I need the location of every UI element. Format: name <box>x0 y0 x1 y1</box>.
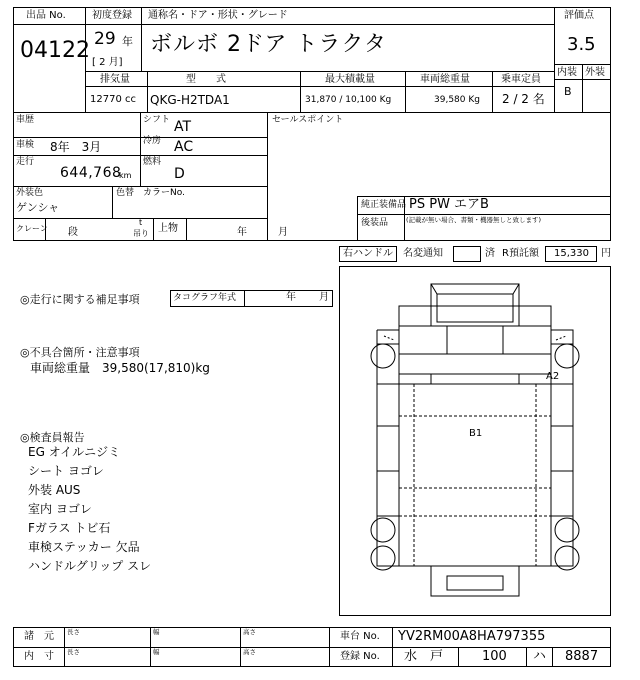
divider <box>85 86 554 87</box>
capacity-label: 乗車定員 <box>501 74 541 85</box>
divider <box>64 627 65 667</box>
cab-body <box>399 306 551 374</box>
plate-kana: ハ <box>533 649 547 664</box>
first-reg-year: 29 <box>94 29 116 49</box>
model-name-label: 通称名・ドア・形状・グレード <box>148 10 288 21</box>
inspector-title: ◎検査員報告 <box>20 431 85 444</box>
interior-size-label: 内 寸 <box>24 651 54 662</box>
defects-text: 車両総重量 39,580(17,810)kg <box>30 361 210 375</box>
divider <box>13 24 85 25</box>
crane-stage: 段 <box>68 227 78 238</box>
divider <box>244 290 245 307</box>
score: 3.5 <box>567 34 596 55</box>
tachograph-month: 月 <box>319 292 329 303</box>
divider <box>458 647 459 667</box>
aftermarket-note: (記載が無い場合、書類・機器無しと致します) <box>406 216 542 224</box>
color-no-label: 色替 <box>116 188 135 198</box>
gross-weight-label: 車両総重量 <box>420 74 470 85</box>
recycle-prefix: 済 <box>485 248 495 259</box>
fuel-label: 燃料 <box>143 157 162 167</box>
mileage-unit: km <box>119 171 132 180</box>
defects-title: ◎不具合箇所・注意事項 <box>20 346 140 359</box>
inspector-item: 室内 ヨゴレ <box>28 502 92 516</box>
max-load: 31,870 / 10,100 Kg <box>305 95 392 105</box>
lot-label: 出品 No. <box>26 10 66 21</box>
divider <box>392 627 393 667</box>
capacity: 2 / 2 名 <box>502 92 545 106</box>
height-label: 高さ <box>243 628 256 636</box>
divider <box>153 218 154 241</box>
inspection-label: 車検 <box>16 140 35 150</box>
displacement-label: 排気量 <box>100 74 130 85</box>
model-code: QKG-H2TDA1 <box>150 93 230 107</box>
aftermarket-label: 後装品 <box>361 218 389 228</box>
divider <box>13 137 267 138</box>
divider <box>112 186 113 218</box>
gross-weight: 39,580 Kg <box>434 95 480 105</box>
divider <box>85 71 554 72</box>
lot-number: 04122 <box>20 38 90 63</box>
shift: AT <box>174 119 192 135</box>
length-label: 長さ <box>67 648 80 656</box>
chassis <box>399 384 551 566</box>
ac-label: 冷房 <box>143 136 162 146</box>
plate-region: 水 戸 <box>404 649 444 664</box>
inspector-item: 車検ステッカー 欠品 <box>28 540 140 554</box>
color-code-label: カラーNo. <box>143 188 185 198</box>
divider <box>492 71 493 113</box>
score-label: 評価点 <box>564 10 594 21</box>
rhd: 右ハンドル <box>343 248 393 259</box>
divider <box>329 627 330 667</box>
tachograph-year: 年 <box>286 292 296 303</box>
divider <box>140 112 141 187</box>
inspector-item: EG オイルニジミ <box>28 445 121 459</box>
year-unit: 年 <box>122 35 133 48</box>
divider <box>554 79 611 80</box>
inspector-item: ハンドルグリップ スレ <box>28 559 152 573</box>
wheel-rear-right <box>555 518 579 542</box>
divider <box>552 647 553 667</box>
crane-ton: t <box>139 218 143 227</box>
divider <box>45 218 46 241</box>
inspection: 8年 3月 <box>50 140 102 154</box>
divider <box>526 647 527 667</box>
divider <box>357 214 611 215</box>
inspector-item: 外装 AUS <box>28 483 81 497</box>
recycle-label: R預託額 <box>502 248 539 259</box>
rear-bumper <box>431 566 519 596</box>
divider <box>267 112 268 241</box>
divider <box>357 196 358 241</box>
divider <box>13 186 267 187</box>
lift-year: 年 <box>237 227 247 238</box>
history-label: 車歴 <box>16 115 35 125</box>
ext-color-label: 外装色 <box>16 188 44 198</box>
height-label: 高さ <box>243 648 256 656</box>
recycle-amount: 15,330 <box>554 248 589 259</box>
fuel: D <box>174 166 185 182</box>
divider <box>582 64 583 113</box>
interior-label: 内装 <box>557 67 577 78</box>
divider <box>186 218 187 241</box>
divider <box>300 71 301 113</box>
inspector-item: シート ヨゴレ <box>28 464 104 478</box>
truck-diagram <box>339 266 611 616</box>
sales-points-label: セールスポイント <box>272 115 344 125</box>
chassis-no: YV2RM00A8HA797355 <box>398 629 546 644</box>
equipment: PS PW エアB <box>409 197 489 212</box>
length-label: 長さ <box>67 628 80 636</box>
model-code-label: 型 式 <box>186 74 226 85</box>
driving-title: ◎走行に関する補足事項 <box>20 293 140 306</box>
width-label: 幅 <box>153 628 160 636</box>
lift-label: 上物 <box>158 223 178 234</box>
first-reg-month: [ 2 月] <box>92 57 123 68</box>
divider <box>150 627 151 667</box>
divider <box>141 7 142 71</box>
shift-label: シフト <box>143 115 171 125</box>
tachograph-label: タコグラフ年式 <box>173 293 237 303</box>
crane-lift: 吊り <box>133 229 149 238</box>
wheel-front-right <box>555 344 579 368</box>
plate-label: 登録 No. <box>340 651 380 662</box>
roof-outline <box>437 294 513 322</box>
damage-mark: B1 <box>469 428 483 439</box>
divider <box>147 71 148 113</box>
divider <box>405 71 406 113</box>
inspector-item: Fガラス トビ石 <box>28 521 111 535</box>
name-change-box <box>453 246 481 262</box>
max-load-label: 最大積載量 <box>325 74 375 85</box>
plate-number: 8887 <box>565 649 599 664</box>
divider <box>85 71 86 113</box>
mileage: 644,768 <box>60 165 122 181</box>
plate-class: 100 <box>482 649 507 664</box>
equipment-label: 純正装備品 <box>361 200 407 210</box>
divider <box>13 647 611 648</box>
ac: AC <box>174 139 194 155</box>
wheel-front-left <box>371 344 395 368</box>
exterior-label: 外装 <box>585 67 605 78</box>
divider <box>554 7 555 113</box>
model-name: ボルボ 2ドア トラクタ <box>150 32 387 57</box>
ext-color: ゲンシャ <box>16 201 60 214</box>
crane-label: クレーン <box>16 224 48 233</box>
divider <box>85 24 554 25</box>
first-reg-label: 初度登録 <box>92 10 132 21</box>
wheel-rear-left <box>371 518 395 542</box>
divider <box>240 627 241 667</box>
yen: 円 <box>601 248 611 259</box>
cab-outline <box>431 284 519 326</box>
lift-month: 月 <box>278 227 288 238</box>
interior-grade: B <box>564 85 572 98</box>
dims-label: 諸 元 <box>24 631 54 642</box>
damage-mark: A2 <box>546 371 560 382</box>
left-side-panel <box>377 344 399 384</box>
mileage-label: 走行 <box>16 157 35 167</box>
divider <box>13 155 267 156</box>
chassis-label: 車台 No. <box>340 631 380 642</box>
width-label: 幅 <box>153 648 160 656</box>
displacement: 12770 cc <box>90 94 136 105</box>
name-change: 名変通知 <box>403 248 443 259</box>
